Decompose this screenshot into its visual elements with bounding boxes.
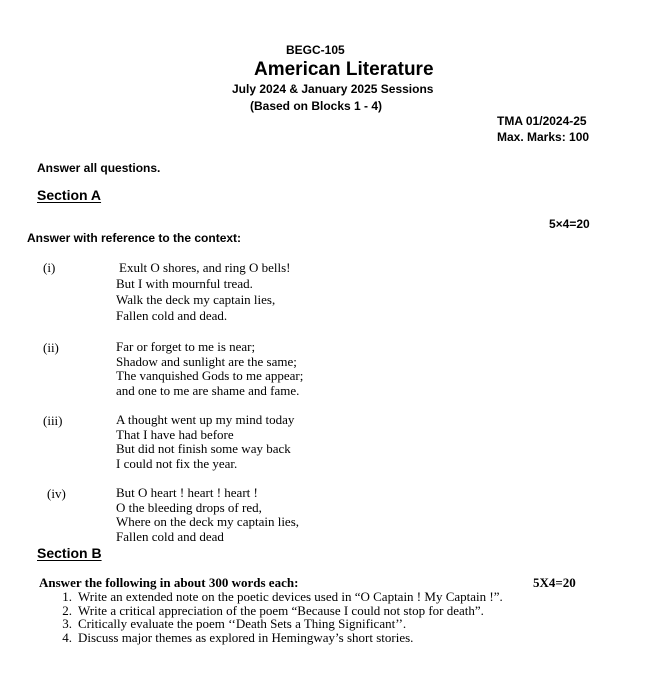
sessions-line: July 2024 & January 2025 Sessions: [232, 82, 434, 96]
poem-line: Walk the deck my captain lies,: [116, 292, 276, 307]
section-a-heading: Section A: [37, 187, 102, 203]
question-list: [54, 590, 503, 644]
question-text: Write a critical appreciation of the poem “Because I could not stop for death”.: [78, 602, 484, 618]
question-number: 4.: [62, 629, 72, 645]
section-b-heading: Section B: [37, 545, 102, 561]
poem-line: I could not fix the year.: [116, 455, 238, 471]
poem-line: Exult O shores, and ring O bells!: [119, 260, 291, 275]
item-number: (iii): [43, 413, 63, 428]
poem-line: A thought went up my mind today: [116, 412, 295, 427]
poem-line: But I with mournful tread.: [116, 276, 253, 291]
poem-line: The vanquished Gods to me appear;: [116, 368, 304, 383]
blocks-line: (Based on Blocks 1 - 4): [250, 99, 383, 113]
question-number: 1.: [62, 589, 72, 604]
list-item: [54, 631, 503, 645]
course-code: BEGC-105: [286, 43, 345, 57]
question-text: Critically evaluate the poem ‘‘Death Sets a Thing Significant’’.: [78, 616, 407, 631]
instructions: Answer all questions.: [37, 161, 161, 175]
question-text: Write an extended note on the poetic devices used in “O Captain ! My Captain !”.: [78, 589, 503, 604]
item-number: (i): [43, 260, 56, 275]
poem-line: O the bleeding drops of red,: [116, 499, 262, 515]
question-number: 3.: [62, 616, 72, 631]
tma-code: TMA 01/2024-25: [497, 114, 587, 128]
poem-excerpt: [116, 486, 299, 544]
poem-excerpt: [116, 260, 291, 324]
poem-line: Shadow and sunlight are the same;: [116, 353, 297, 369]
item-number: (iv): [47, 486, 66, 501]
item-number: (ii): [43, 340, 59, 355]
poem-line: Far or forget to me is near;: [116, 339, 256, 354]
poem-line: Fallen cold and dead.: [116, 308, 228, 323]
list-item: [54, 590, 503, 604]
poem-line: But did not finish some way back: [116, 441, 291, 456]
list-item: [54, 617, 503, 631]
poem-line: and one to me are shame and fame.: [116, 382, 300, 398]
list-item: [54, 604, 503, 618]
poem-excerpt: [116, 413, 294, 471]
poem-excerpt: [116, 340, 303, 398]
question-text: Discuss major themes as explored in Hemingway’s short stories.: [78, 629, 414, 645]
section-b-marks: 5X4=20: [533, 575, 576, 590]
max-marks: Max. Marks: 100: [497, 130, 590, 144]
section-b-prompt: Answer the following in about 300 words each:: [39, 575, 299, 590]
section-a-prompt: Answer with reference to the context:: [27, 231, 242, 245]
section-a-marks: 5×4=20: [549, 217, 590, 231]
poem-line: Where on the deck my captain lies,: [116, 514, 300, 529]
poem-line: Fallen cold and dead: [116, 528, 224, 544]
question-number: 2.: [62, 602, 72, 618]
poem-line: That I have had before: [116, 426, 234, 442]
poem-line: But O heart ! heart ! heart !: [116, 485, 258, 500]
document-title: American Literature: [254, 59, 434, 80]
